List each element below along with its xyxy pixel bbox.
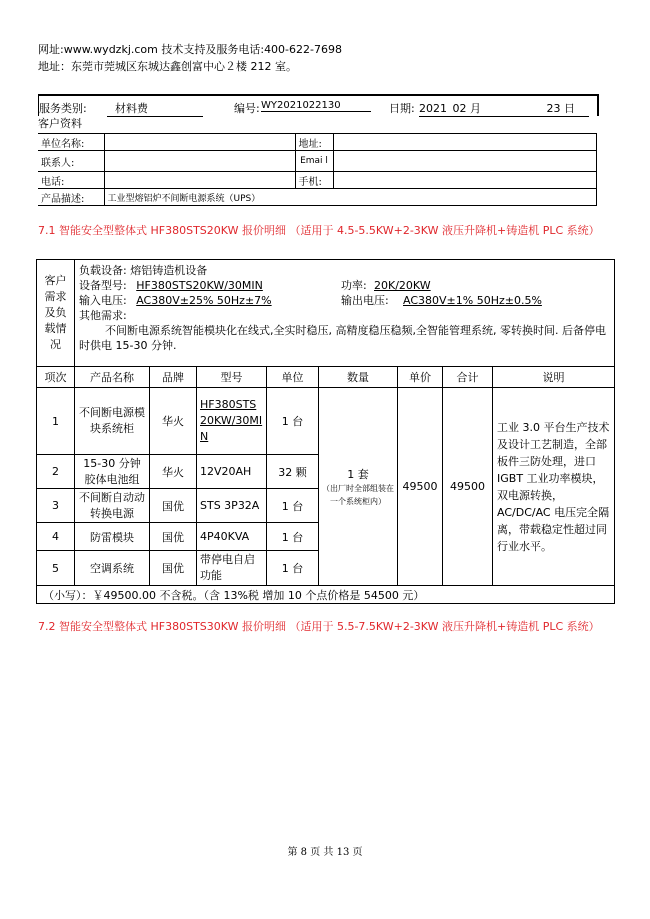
model-value: HF380STS20KW/30MIN <box>136 279 263 292</box>
row-model: 4P40KVA <box>197 523 267 551</box>
quantity-cell <box>319 388 398 586</box>
row-product-name: 防雷模块 <box>75 523 150 551</box>
requirement-label: 客户需求及负载情况 <box>37 260 75 367</box>
email-label: Emai l <box>295 151 333 172</box>
quantity-main: 1 套 <box>347 467 369 481</box>
company-value <box>104 134 295 151</box>
order-no-label: 编号: <box>234 102 260 115</box>
col-header: 说明 <box>493 367 615 388</box>
output-voltage-value: AC380V±1% 50Hz±0.5% <box>403 294 542 307</box>
mobile-value <box>333 172 596 189</box>
row-model-text: HF380STS20KW/30MIN <box>200 398 263 443</box>
date-label: 日期: <box>389 102 415 115</box>
row-no: 4 <box>37 523 75 551</box>
email-value <box>333 151 596 172</box>
product-desc-value: 工业型熔铝炉不间断电源系统（UPS） <box>104 189 596 206</box>
row-brand: 华火 <box>150 455 197 489</box>
section-7-2-title: 7.2 智能安全型整体式 HF380STS30KW 报价明细 （适用于 5.5-7.5KW+2-3KW 液压升降机+铸造机 PLC 系统） <box>38 620 600 633</box>
col-header: 合计 <box>443 367 493 388</box>
model-power-row <box>79 278 610 293</box>
date-month: 02 月 <box>452 102 481 115</box>
row-product-name: 不间断电源模块系统柜 <box>75 388 150 455</box>
address-line: 地址：东莞市莞城区东城达鑫创富中心２楼 212 室。 <box>38 60 297 73</box>
row-product-name: 15-30 分钟胶体电池组 <box>75 455 150 489</box>
row-brand: 国优 <box>150 523 197 551</box>
address-value <box>333 134 596 151</box>
phone-value <box>104 172 295 189</box>
row-brand: 国优 <box>150 489 197 523</box>
row-no: 3 <box>37 489 75 523</box>
row-model: STS 3P32A <box>197 489 267 523</box>
col-header: 产品名称 <box>75 367 150 388</box>
output-voltage-label: 输出电压: <box>341 294 389 307</box>
row-product-name: 空调系统 <box>75 551 150 586</box>
product-desc-label: 产品描述: <box>38 189 104 206</box>
row-model <box>197 388 267 455</box>
col-header: 数量 <box>319 367 398 388</box>
table-header-row <box>37 367 615 388</box>
table-row <box>37 388 615 455</box>
input-voltage-label: 输入电压: <box>79 294 127 307</box>
order-no-value: WY2021022130 <box>261 100 371 112</box>
company-label: 单位名称: <box>38 134 104 151</box>
col-header: 单价 <box>398 367 443 388</box>
row-product-name: 不间断自动动转换电源 <box>75 489 150 523</box>
service-value: 材料费 <box>107 100 203 117</box>
contact-label: 联系人: <box>38 151 104 172</box>
mobile-label: 手机: <box>295 172 333 189</box>
row-brand: 华火 <box>150 388 197 455</box>
other-needs-text: 不间断电源系统智能模块化在线式,全实时稳压, 高精度稳压稳频,全智能管理系统, 零转换时间. 后备停电时供电 15-30 分钟. <box>79 324 606 352</box>
phone-label: 电话: <box>38 172 104 189</box>
date-day: 23 日 <box>546 102 575 115</box>
requirement-details <box>75 260 615 367</box>
col-header: 单位 <box>267 367 319 388</box>
row-no: 1 <box>37 388 75 455</box>
website-line: 网址:www.wydzkj.com 技术支持及服务电话:400-622-7698 <box>38 43 342 56</box>
contact-value <box>104 151 295 172</box>
quantity-note: （出厂时全部组装在一个系统柜内） <box>322 483 394 506</box>
description-cell: 工业 3.0 平台生产技术及设计工艺制造，全部板件三防处理，进口 IGBT 工业功率模块，双电源转换，AC/DC/AC 电压完全隔离，带载稳定性超过同行业水平。 <box>493 388 615 586</box>
voltage-row <box>79 293 610 308</box>
col-header: 项次 <box>37 367 75 388</box>
power-value: 20K/20KW <box>374 279 431 292</box>
service-label: 服务类别: <box>39 102 87 115</box>
section-7-1-title: 7.1 智能安全型整体式 HF380STS20KW 报价明细 （适用于 4.5-5.5KW+2-3KW 液压升降机+铸造机 PLC 系统） <box>38 224 600 237</box>
col-header: 型号 <box>197 367 267 388</box>
other-needs-label: 其他需求: <box>79 309 127 322</box>
row-no: 5 <box>37 551 75 586</box>
total-cell: 49500 <box>443 388 493 586</box>
model-label: 设备型号: <box>79 279 127 292</box>
row-unit: 1 台 <box>267 523 319 551</box>
row-unit: 32 颗 <box>267 455 319 489</box>
customer-section-label: 客户资料 <box>38 117 82 130</box>
row-brand: 国优 <box>150 551 197 586</box>
subtotal-row: （小写）：￥49500.00 不含税。（含 13%税 增加 10 个点价格是 54500 元） <box>37 586 615 604</box>
input-voltage-value: AC380V±25% 50Hz±7% <box>136 294 272 307</box>
power-label: 功率: <box>341 279 367 292</box>
row-model: 带停电自启功能 <box>197 551 267 586</box>
row-unit: 1 台 <box>267 388 319 455</box>
date-year: 2021 <box>419 102 447 115</box>
date-field <box>419 100 589 117</box>
order-info-bar <box>38 94 599 116</box>
row-unit: 1 台 <box>267 551 319 586</box>
col-header: 品牌 <box>150 367 197 388</box>
row-unit: 1 台 <box>267 489 319 523</box>
quote-table <box>36 259 615 604</box>
row-no: 2 <box>37 455 75 489</box>
load-equipment: 负载设备: 熔铝铸造机设备 <box>79 264 208 277</box>
page-number: 第 8 页 共 13 页 <box>287 847 363 858</box>
row-model: 12V20AH <box>197 455 267 489</box>
address-label: 地址: <box>295 134 333 151</box>
customer-info-table <box>38 133 597 206</box>
unit-price-cell: 49500 <box>398 388 443 586</box>
